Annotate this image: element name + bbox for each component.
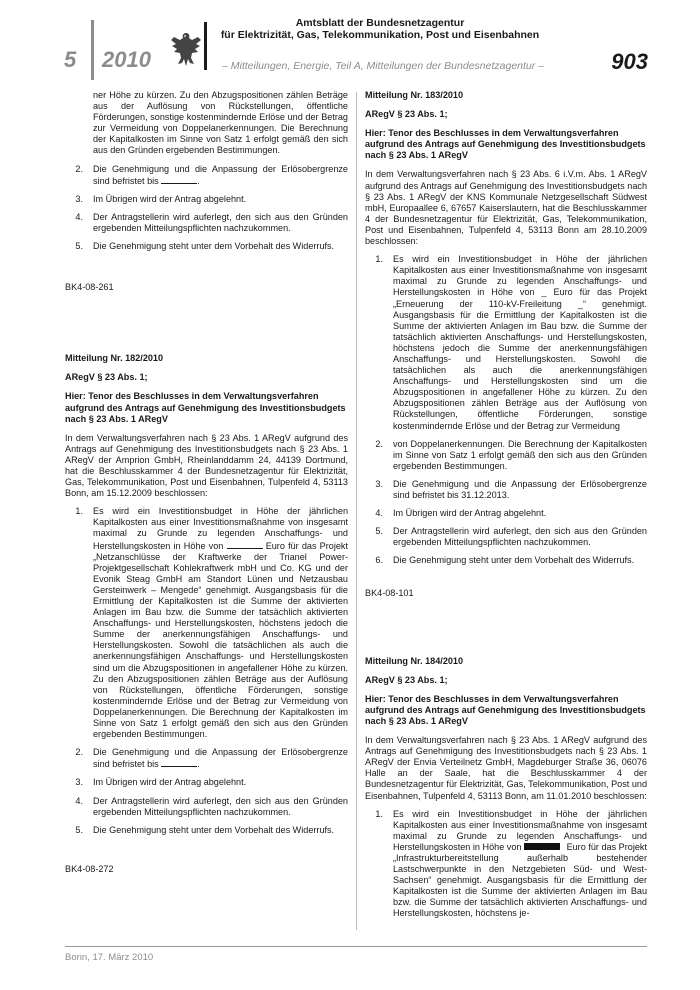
list-item: 5. Der Antragstellerin wird auferlegt, den sich aus den Gründen ergebenden Mitteilungspflichten nachzukommen. bbox=[375, 526, 647, 548]
journal-title-line1: Amtsblatt der Bundesnetzagentur bbox=[295, 17, 465, 29]
reference-number: BK4-08-101 bbox=[365, 588, 414, 599]
notice-item-list bbox=[65, 506, 348, 836]
list-item: 4. Im Übrigen wird der Antrag abgelehnt. bbox=[375, 508, 547, 519]
continued-item-list bbox=[65, 164, 348, 253]
date-blank bbox=[161, 758, 197, 767]
list-item: 3. Im Übrigen wird der Antrag abgelehnt. bbox=[75, 193, 247, 204]
list-item: 5. Die Genehmigung steht unter dem Vorbehalt des Widerrufs. bbox=[75, 824, 335, 835]
notice-heading: Hier: Tenor des Beschlusses in dem Verwaltungsverfahren aufgrund des Antrags auf Genehmigung des Investitionsbudgets nach § 23 Abs. 1 ARegV bbox=[365, 693, 646, 726]
list-item: 1. Es wird ein Investitionsbudget in Höhe der jährlichen Kapitalkosten aus einer Investitionsmaßnahme von insgesamt maximal zu Grunde zu legenden Anschaffungs- und Herstellungskosten in Höhe von _ Euro für das Projekt „Erneuerung der 110-kV-Freileitung _“ genehmigt. Ausgangsbasis für die Ermittlung der Kapitalkosten ist die Summe der aktivierten Anlagen im Bau bzw. die Summe der tatsächlich aktivierten Anschaffungs- und Herstellungskosten, höchstens jedoch die Summe der anerkennungsfähigen Anschaffungs- und Herstellungskosten. Sowohl die tatsächlichen als auch die anerkennungsfähigen Anschaffungs- und Herstellungskosten sind um die Abzugspositionen in angefallener Höhe zu kürzen. Zu den Abzugspositionen zählen Beträge aus der Auflösung von Rückstellungen, öffentliche Förderungen, sonstige kostenmindernde Erlöse und der Betrag zur Vermeidung bbox=[375, 254, 647, 431]
list-item: 3. Im Übrigen wird der Antrag abgelehnt. bbox=[75, 777, 247, 788]
notice-law: ARegV § 23 Abs. 1; bbox=[65, 372, 148, 383]
notice-title: Mitteilung Nr. 184/2010 bbox=[365, 655, 464, 666]
notice-title: Mitteilung Nr. 183/2010 bbox=[365, 90, 464, 100]
list-item: 1. Es wird ein Investitionsbudget in Höhe der jährlichen Kapitalkosten aus einer Investitionsmaßnahme von insgesamt maximal zu Grunde zu legenden Anschaffungs- und Herstellungskosten in Höhe von Euro für das Projekt „Netzanschlüsse der Kraftwerke der Trianel Power-Projektgesellschaft Kohlekraftwerk mbH und Co. KG und der Evonik Steag GmbH am Standort Lünen und Netzausbau Gersteinwerk – Mengede“ genehmigt. Ausgangsbasis für die Ermittlung der Kapitalkosten ist die Summe der aktivierten Anlagen im Bau bzw. die Summe der tatsächlich aktivierten Anschaffungs- und Herstellungskosten, höchstens jedoch die Summe der anerkennungsfähigen Anschaffungs- und Herstellungskosten. Sowohl die tatsächlichen als auch die anerkennungsfähigen Anschaffungs- und Herstellungskosten sind um die Abzugspositionen in angefallener Höhe zu kürzen. Zu den Abzugspositionen zählen Beträge aus der Auflösung von Rückstellungen, öffentliche Förderungen, sonstige kostenmindernde Erlöse und der Betrag zur Vermeidung von Doppelanerkennungen. Die Berechnung der Kapitalkosten im Sinne von Satz 1 erfolgt gemäß den sich aus den Gründen ergebenden Bestimmungen. bbox=[75, 506, 348, 740]
notice-item-list bbox=[365, 809, 647, 920]
notice-heading: Hier: Tenor des Beschlusses in dem Verwaltungsverfahren aufgrund des Antrags auf Genehmigung des Investitionsbudgets nach § 23 Abs. 1 ARegV bbox=[65, 391, 346, 424]
notice-intro: In dem Verwaltungsverfahren nach § 23 Abs. 6 i.V.m. Abs. 1 ARegV aufgrund des Antrags auf Genehmigung des Investitionsbudgets nach § 23 Abs. 1 ARegV der KNS Kommunale Netzgesellschaft Südwest mbH, Europaallee 6, 67657 Kaiserslautern, hat die Beschlusskammer 4 der Bundesnetzagentur für Elektrizität, Gas, Telekommunikation, Post und Eisenbahnen, Tulpenfeld 4, 53113 Bonn am 28.10.2009 beschlossen: bbox=[365, 169, 647, 247]
notice-title: Mitteilung Nr. 182/2010 bbox=[65, 353, 164, 364]
list-item: 6. Die Genehmigung steht unter dem Vorbehalt des Widerrufs. bbox=[375, 555, 635, 566]
federal-eagle-icon bbox=[168, 30, 204, 70]
list-item: 4. Der Antragstellerin wird auferlegt, den sich aus den Gründen ergebenden Mitteilungspflichten nachzukommen. bbox=[75, 795, 348, 817]
reference-number: BK4-08-261 bbox=[65, 282, 114, 293]
date-blank bbox=[161, 175, 197, 184]
list-item: 2. Die Genehmigung und die Anpassung der Erlösobergrenze sind befristet bis . bbox=[75, 163, 348, 186]
list-item: 1. Es wird ein Investitionsbudget in Höhe der jährlichen Kapitalkosten aus einer Investitionsmaßnahme von insgesamt maximal zu Grunde zu legenden Anschaffungs- und Herstellungskosten in Höhe von Euro für das Projekt „Infrastrukturbereitstellung außerhalb bestehender Lastschwerpunkte in den Netzgebieten Süd- und West-Sachsen“ genehmigt. Ausgangsbasis für die Ermittlung der Kapitalkosten ist die Summe der aktivierten Anlagen im Bau bzw. die Summe der tatsächlich aktivierten Anschaffungs- und Herstellungskosten, höchstens je- bbox=[375, 808, 647, 919]
notice-item-list bbox=[365, 254, 647, 566]
redacted-amount bbox=[524, 843, 560, 850]
list-item: 3. Die Genehmigung und die Anpassung der Erlösobergrenze sind befristet bis 31.12.2013. bbox=[375, 478, 647, 500]
column-divider bbox=[356, 92, 357, 930]
logo-divider bbox=[204, 22, 207, 70]
footer-divider bbox=[65, 946, 647, 947]
journal-subtitle: – Mitteilungen, Energie, Teil A, Mitteilungen der Bundesnetzagentur – bbox=[222, 60, 545, 72]
notice-intro: In dem Verwaltungsverfahren nach § 23 Abs. 1 ARegV aufgrund des Antrags auf Genehmigung des Investitionsbudgets nach § 23 Abs. 1 ARegV der Amprion GmbH, Rheinlanddamm 24, 44139 Dortmund, hat die Beschlusskammer 4 der Bundesnetzagentur für Elektrizität, Gas, Telekommunikation, Post und Eisenbahnen, Tulpenfeld 4, 53113 Bonn, am 15.12.2009 beschlossen: bbox=[65, 432, 348, 499]
list-item: 4. Der Antragstellerin wird auferlegt, den sich aus den Gründen ergebenden Mitteilungspflichten nachzukommen. bbox=[75, 211, 348, 233]
footer-date: Bonn, 17. März 2010 bbox=[65, 952, 154, 963]
notice-heading: Hier: Tenor des Beschlusses in dem Verwaltungsverfahren aufgrund des Antrags auf Genehmigung des Investitionsbudgets nach § 23 Abs. 1 ARegV bbox=[365, 128, 646, 161]
journal-title bbox=[210, 17, 550, 41]
amount-blank bbox=[227, 540, 263, 549]
list-item: 5. Die Genehmigung steht unter dem Vorbehalt des Widerrufs. bbox=[75, 241, 335, 252]
reference-number: BK4-08-272 bbox=[65, 863, 114, 874]
notice-law: ARegV § 23 Abs. 1; bbox=[365, 109, 448, 120]
issue-number: 5 bbox=[64, 47, 77, 72]
notice-law: ARegV § 23 Abs. 1; bbox=[365, 674, 448, 685]
continued-paragraph: ner Höhe zu kürzen. Zu den Abzugspositionen zählen Beträge aus der Auflösung von Rückstellungen, öffentliche Förderungen, sonstige kostenmindernde Erlöse und der Betrag zur Vermeidung von Doppelanerkennungen. Die Berechnung der Kapitalkosten im Sinne von Satz 1 erfolgt gemäß den sich aus den Gründen ergebenden Bestimmungen. bbox=[93, 90, 348, 156]
notice-intro: In dem Verwaltungsverfahren nach § 23 Abs. 1 ARegV aufgrund des Antrags auf Genehmigung des Investitionsbudgets nach § 23 Abs. 1 ARegV der Envia Verteilnetz GmbH, Magdeburger Straße 36, 06076 Halle an der Saale, hat die Beschlusskammer 4 der Bundesnetzagentur für Elektrizität, Gas, Telekommunikation, Post und Eisenbahnen, Tulpenfeld 4, 53113 Bonn, am 11.01.2010 beschlossen: bbox=[365, 735, 647, 801]
journal-title-line2: für Elektrizität, Gas, Telekommunikation, Post und Eisenbahnen bbox=[220, 29, 540, 41]
left-column bbox=[65, 90, 348, 875]
header-divider bbox=[91, 20, 94, 80]
right-column bbox=[365, 90, 647, 928]
issue-year: 2010 bbox=[102, 47, 151, 72]
list-item: 2. von Doppelanerkennungen. Die Berechnung der Kapitalkosten im Sinne von Satz 1 erfolgt gemäß den sich aus den Gründen ergebenden Bestimmungen. bbox=[375, 438, 647, 471]
list-item: 2. Die Genehmigung und die Anpassung der Erlösobergrenze sind befristet bis . bbox=[75, 747, 348, 770]
page-number: 903 bbox=[611, 49, 648, 74]
